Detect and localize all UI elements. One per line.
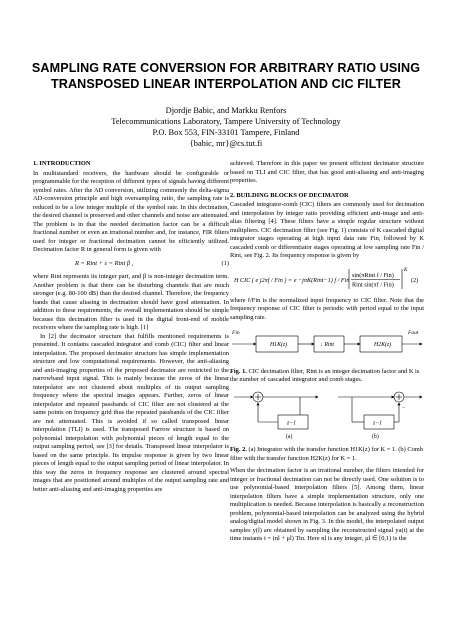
delay-label-b: z−1 xyxy=(373,420,383,426)
equation-1 xyxy=(33,260,229,269)
title-line-2: TRANSPOSED LINEAR INTERPOLATION AND CIC FILTER xyxy=(51,77,401,91)
figure-2-caption-text: (a) Integrator with the transfer function H1K(z) for K = 1. (b) Comb filter with the transfer function H2K(z) for K = 1. xyxy=(230,446,423,462)
section-heading-introduction: 1. INTRODUCTION xyxy=(33,160,91,167)
address: P.O. Box 553, FIN-33101 Tampere, Finland xyxy=(152,128,300,137)
figure-2 xyxy=(230,389,424,464)
right-column xyxy=(230,160,424,544)
figure-2-diagram xyxy=(230,389,424,441)
section-heading-building-blocks: 2. BUILDING BLOCKS OF DECIMATOR xyxy=(230,191,349,199)
right-paragraph-3: where f/Fin is the normalized input frequency to CIC filter. Note that the frequency response of CIC filter is periodic with period equal to the input sampling rate. xyxy=(230,296,424,321)
right-paragraph-4: When the decimation factor is an irrational number, the filters intended for integer or fractional decimation can not be directly used. One solution is to use polynomial-based interpolation filters [5]. Among them, linear interpolation filters have a simple implementation structure, only one multiplication is needed. Because interpolation is basically a reconstruction problem, polynomial-based interpolation can be analyzed using the hybrid analog/digital model shown in Fig. 3. In this model, the interpolated output samples y(l) are obtained by sampling the reconstructed signal ya(t) at the time instants t = (nl + μl) Tin. Here nl is any integer, μl ∈ [0,1) is the xyxy=(230,467,424,542)
figure-1-caption xyxy=(230,368,424,385)
equation-2-number: (2) xyxy=(411,276,419,284)
equation-2-lhs: H CIC ( e j2πf / Fin ) = e −jπK(Rint−1) f / Fin xyxy=(234,276,350,284)
fig1-output-label: Fout xyxy=(408,330,419,336)
figure-1 xyxy=(230,326,424,385)
right-paragraph-2: Cascaded integrator-comb (CIC) filters are commonly used for decimation and interpolation by integer ratio providing efficient anti-image and anti-alias filtering [4]. These filters have a simple regular structure without multipliers. CIC decimation filter (see Fig. 1) consists of K cascaded digital integrator stages operating at high input data rate Fin, followed by K cascaded comb or differentiator stages operating at low sampling rate Fin / Rint, see Fig. 2. Its frequency response is given by xyxy=(230,201,424,259)
equation-1-number: (1) xyxy=(221,259,229,267)
affiliation: Telecommunications Laboratory, Tampere University of Technology xyxy=(111,117,341,126)
figure-1-diagram xyxy=(230,326,424,362)
figure-1-caption-text: CIC decimation filter, Rint is an integer decimation factor and K is the number of cascaded integrator and comb stages. xyxy=(230,367,420,383)
intro-paragraph-3: In [2] the decimator structure that fulfills mentioned requirements is presented. It contains cascaded integrator and comb (CIC) filter and linear interpolation. The proposed decimator structure has simple implementation structure and low computational requirements. However, the anti-aliasing and anti-imaging properties of the proposed decimator are restricted to the narrowband input signal. This is mainly because the zeros of the linear interpolator are not clustered about multiples of its output sampling frequency where the spectral images appears. Further, zeros of linear interpolator and repeated passbands of CIC filter are not clustered at the same points on frequency grid thus the repeated passbands of the CIC filter are not attenuated. This is avoided if so called transposed linear interpolation (TLI) is used. The transposed Farrow structure is based on polynomial interpolation with polynomial pieces of length equal to the output sampling period, see [3] for details. Transposed linear interpolator is based on the same principle. Its impulse response is given by two linear pieces of length equal to the output sampling period of linear interpolator. In this way the zeros in frequency response are clustered around spectral images that are positioned around multiples of the output sampling rate and better anti-aliasing and anti-imaging properties are xyxy=(33,332,229,493)
comb-minus-sign: − xyxy=(402,404,406,411)
fig1-input-label: Fin xyxy=(232,330,240,336)
delay-label-a: z−1 xyxy=(287,420,297,426)
left-column xyxy=(33,160,229,494)
equation-2-numerator: sin(πRint f / Fin) xyxy=(352,271,394,279)
comb-block-label: H2K(z) xyxy=(374,342,392,348)
equation-2-denominator: Rint sin(πf / Fin) xyxy=(352,281,394,288)
right-paragraph-1: achieved. Therefore in this paper we present efficient decimator structure based on TLI and CIC filter, that has good anti-aliasing and anti-imaging properties. xyxy=(230,160,424,184)
figure-1-caption-label: Fig. 1. xyxy=(230,367,247,375)
figure-2-caption xyxy=(230,446,424,463)
downsampler-block-label: ↓ Rint xyxy=(320,342,335,348)
equation-1-body: R = Rint + ε = Rint β , xyxy=(75,259,134,267)
email: {babic, mr}@cs.tut.fi xyxy=(189,139,263,148)
author-block xyxy=(40,105,412,149)
fig2-label-a: (a) xyxy=(286,433,293,440)
intro-paragraph-2: where Rint represents its integer part, and β is non-integer decimation term. Another problem is that there can be disturbing channels that are much stronger (e.g. 80-100 dB) than the desired channel. Therefore, the frequency bands that cause aliasing in decimation should have good attenuation. In addition to these requirements, the overall implementation should be simple because this decimation filter is used in the digital front-end of mobile receivers where the sampling rate is high. [1] xyxy=(33,273,229,331)
authors: Djordje Babic, and Markku Renfors xyxy=(165,106,287,115)
equation-2 xyxy=(230,265,424,293)
paper-title xyxy=(20,60,432,92)
fig2-label-b: (b) xyxy=(372,433,379,440)
equation-2-exponent: K xyxy=(404,267,408,273)
intro-paragraph-1: In multistandard receivers, the hardware should be configurable or programmable for the reception of different types of signals having different symbol rates. After the AD conversion, utilizing commonly the delta-sigma AD-conversion principle and high oversampling ratio, the sampling rate is reduced to be a low integer multiple of the symbol rate. In this decimation, the desired channel is preserved and other channels and noise are attenuated. The problem is in that the needed decimation factor can be a difficult fractional number or even an irrational number and, for instance, FIR filters used for integer or fractional decimation cannot be efficiently utilized. Decimation factor R in general form is given with xyxy=(33,169,229,253)
integrator-block-label: H1K(z) xyxy=(270,342,288,348)
title-line-1: SAMPLING RATE CONVERSION FOR ARBITRARY RATIO USING xyxy=(31,61,421,75)
figure-2-caption-label: Fig. 2. xyxy=(230,446,247,453)
equation-2-graphic xyxy=(230,265,424,293)
